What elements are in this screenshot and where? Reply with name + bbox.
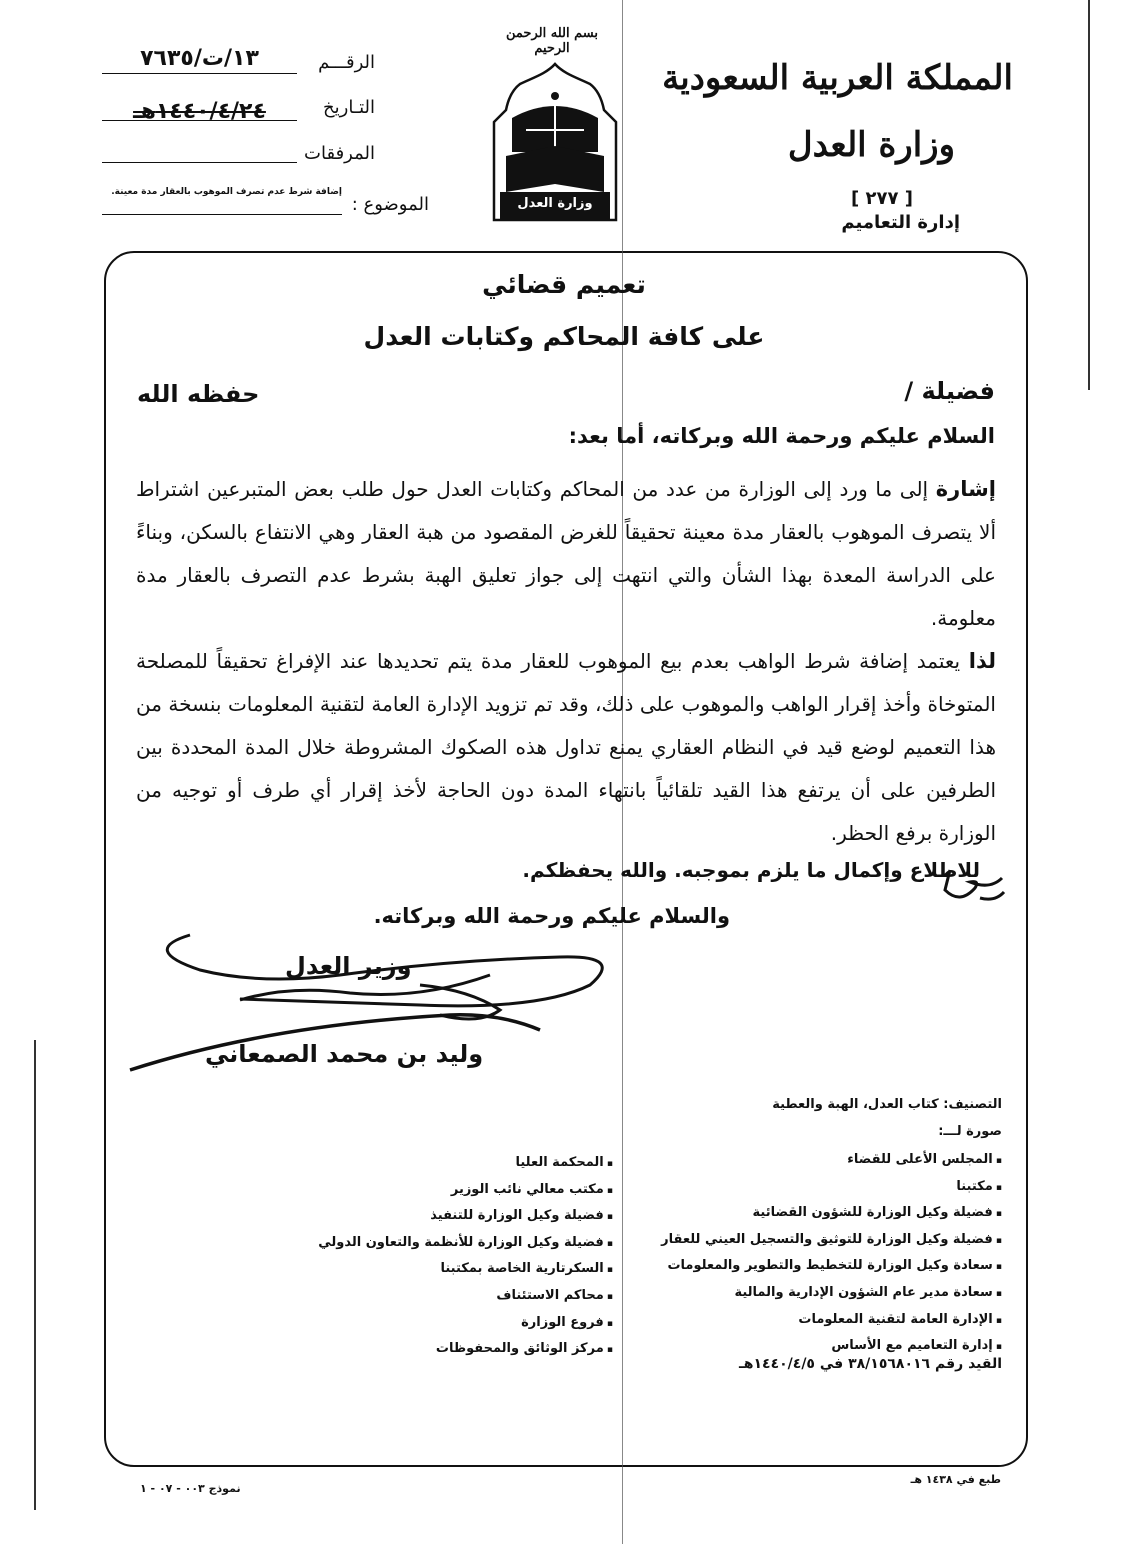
copy-recipients-right — [661, 1147, 1002, 1360]
copy-recipients-left — [318, 1150, 613, 1363]
ministry-name: وزارة العدل — [787, 125, 955, 165]
minister-title: وزير العدل — [285, 952, 412, 980]
copy-recipient: ▪ فضيلة وكيل الوزارة للأنظمة والتعاون الدولي — [318, 1230, 613, 1257]
copy-recipient: ▪ مكتب معالي نائب الوزير — [318, 1177, 613, 1204]
ref-date-value: ١٤٤٠/٤/٢٤هـ — [133, 99, 266, 124]
body-paragraph-1 — [136, 468, 996, 640]
greeting: السلام عليكم ورحمة الله وبركاته، أما بعد: — [568, 424, 995, 448]
copy-recipient: ▪ إدارة التعاميم مع الأساس — [661, 1333, 1002, 1360]
honorific: حفظه الله — [137, 380, 260, 408]
salutation: فضيلة / — [904, 377, 995, 405]
copy-recipient: ▪ المجلس الأعلى للقضاء — [661, 1147, 1002, 1174]
initials-scribble-icon — [940, 860, 1010, 910]
body-paragraph-2 — [136, 640, 996, 855]
paragraph-text: إلى ما ورد إلى الوزارة من عدد من المحاكم وكتابات العدل حول طلب بعض المتبرعين اشتراط ألا يتصرف الموهوب بالعقار مدة معينة تحقيقاً للغرض المقصود من هبة العقار وهي الانتفاع بالسكن، وبناءً على الدراسة المعدة بهذا الشأن والتي انتهت إلى جواز تعليق الهبة بشرط عدم التصرف بالعقار مدة معلومة. — [136, 477, 996, 630]
closing-salam: والسلام عليكم ورحمة الله وبركاته. — [373, 904, 730, 928]
department-name: إدارة التعاميم — [841, 212, 960, 233]
circular-addressee: على كافة المحاكم وكتابات العدل — [363, 322, 765, 351]
classification: التصنيف: كتاب العدل، الهبة والعطية — [772, 1097, 1002, 1112]
copy-recipient: ▪ مركز الوثائق والمحفوظات — [318, 1336, 613, 1363]
copy-recipient: ▪ مكتبنا — [661, 1174, 1002, 1201]
record-number: القيد رقم ٣٨/١٥٦٨٠١٦ في ١٤٤٠/٤/٥هـ — [738, 1356, 1002, 1372]
printed-year: طبع في ١٤٣٨ هـ — [910, 1473, 1001, 1486]
copy-recipient: ▪ سعادة وكيل الوزارة للتخطيط والتطوير والمعلومات — [661, 1253, 1002, 1280]
ref-attachments-line — [102, 162, 297, 163]
copy-to-label: صورة لـــ: — [938, 1124, 1002, 1139]
paragraph-text: يعتمد إضافة شرط الواهب بعدم بيع الموهوب للعقار مدة يتم تحديدها عند الإفراغ تحقيقاً للمصلحة المتوخاة وأخذ إقرار الواهب والموهوب على ذلك، وقد تم تزويد الإدارة العامة لتقنية المعلومات بنسخة من هذا التعميم لوضع قيد في النظام العقاري يمنع تداول هذه الصكوك المشروطة خلال المدة المحددة بين الطرفين على أن يرتفع هذا القيد تلقائياً بانتهاء المدة دون الحاجة لأخذ إقرار أي طرف أو توجيه من الوزارة برفع الحظر. — [136, 649, 996, 845]
copy-recipient: ▪ محاكم الاستئناف — [318, 1283, 613, 1310]
ref-attachments-label: المرفقات — [304, 143, 375, 164]
emblem-label: وزارة العدل — [517, 196, 593, 211]
department-code: [ ٢٧٧ ] — [851, 188, 913, 209]
ref-number-line — [102, 73, 297, 74]
copy-recipient: ▪ فروع الوزارة — [318, 1310, 613, 1337]
closing-blessing: والله يحفظكم. — [522, 858, 668, 882]
paragraph-lead: إشارة — [935, 477, 996, 501]
copy-recipient: ▪ فضيلة وكيل الوزارة للشؤون القضائية — [661, 1200, 1002, 1227]
ref-subject-label: الموضوع : — [351, 194, 429, 215]
circular-title: تعميم قضائي — [482, 270, 646, 299]
scan-edge-mark — [34, 1040, 36, 1510]
copy-recipient: ▪ السكرتارية الخاصة بمكتبنا — [318, 1256, 613, 1283]
scan-edge-mark — [1088, 0, 1090, 390]
copy-recipient: ▪ فضيلة وكيل الوزارة للتنفيذ — [318, 1203, 613, 1230]
copy-recipient: ▪ الإدارة العامة لتقنية المعلومات — [661, 1307, 1002, 1334]
kingdom-name: المملكة العربية السعودية — [662, 58, 1013, 98]
copy-recipient: ▪ فضيلة وكيل الوزارة للتوثيق والتسجيل العيني للعقار — [661, 1227, 1002, 1254]
closing-text: للاطلاع وإكمال ما يلزم بموجبه. — [667, 858, 980, 882]
closing-line — [522, 858, 980, 882]
ref-subject-value: إضافة شرط عدم تصرف الموهوب بالعقار مدة معينة. — [111, 187, 342, 197]
ref-date-label: التـاريخ — [323, 97, 375, 118]
ref-number-value: ١٣/ت/٧٦٣٥ — [140, 46, 259, 71]
basmala: بسم الله الرحمن الرحيم — [506, 26, 598, 56]
minister-name: وليد بن محمد الصمعاني — [205, 1040, 484, 1068]
ref-date-line — [102, 120, 297, 121]
copy-recipient: ▪ المحكمة العليا — [318, 1150, 613, 1177]
copy-recipient: ▪ سعادة مدير عام الشؤون الإدارية والمالية — [661, 1280, 1002, 1307]
paragraph-lead: لذا — [968, 649, 996, 673]
ref-number-label: الرقـــم — [318, 52, 375, 73]
ref-subject-line — [102, 214, 342, 215]
form-number: نموذج ٠٠٣ - ٠٧ - ١ — [140, 1482, 241, 1495]
